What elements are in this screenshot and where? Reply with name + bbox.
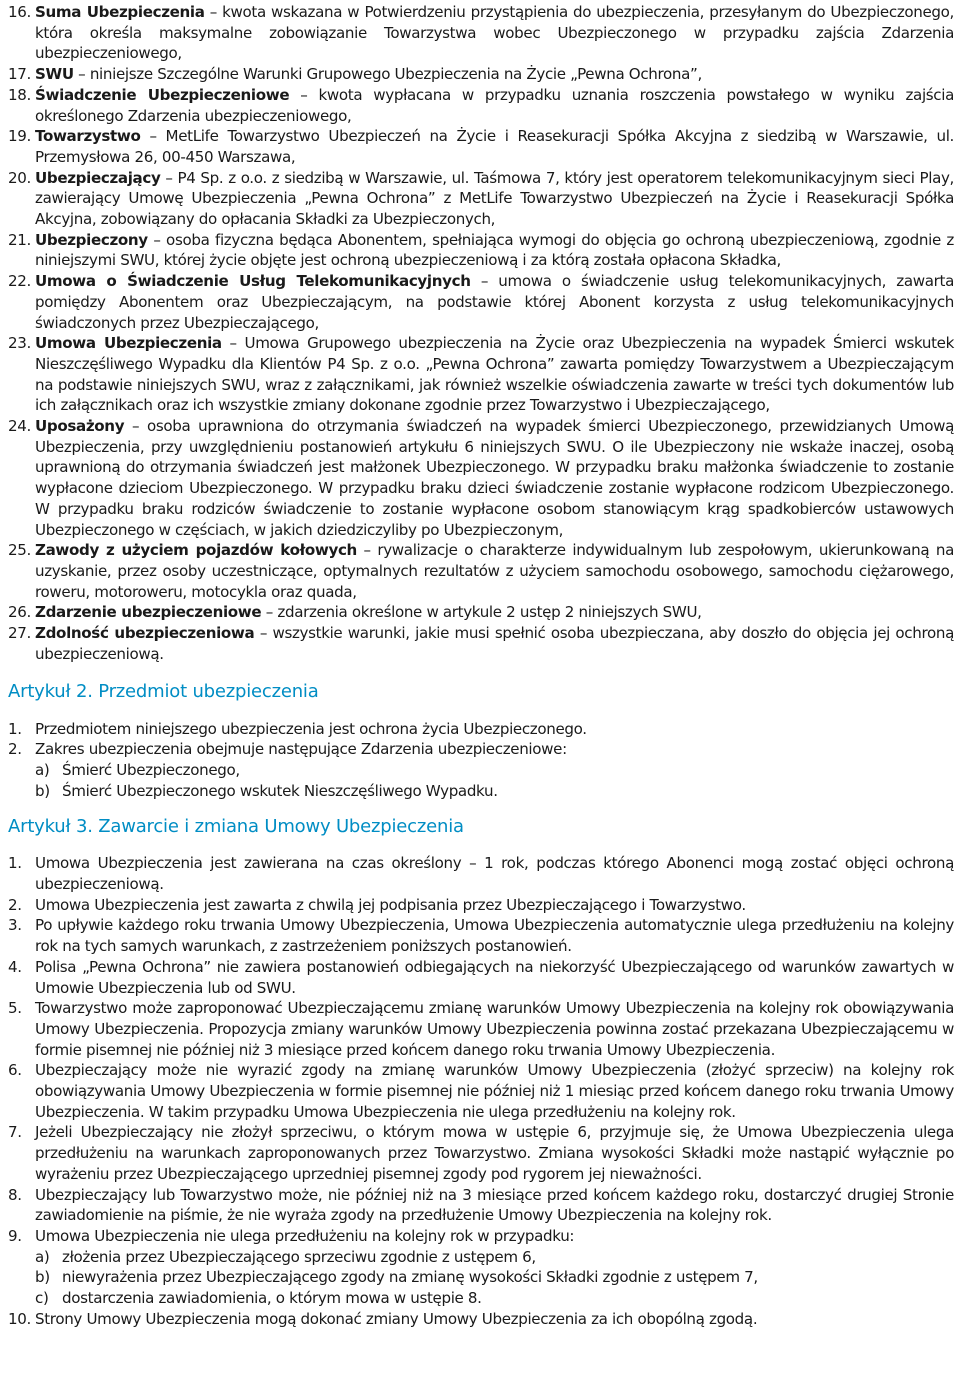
article-2-heading: Artykuł 2. Przedmiot ubezpieczenia [8, 680, 319, 702]
item-number: 4. [8, 957, 22, 976]
item-text: Strony Umowy Ubezpieczenia mogą dokonać zmiany Umowy Ubezpieczenia za ich obopólną zgodą. [35, 1309, 758, 1328]
item-number: 1. [8, 854, 22, 873]
definition-17 [8, 64, 954, 85]
article-2-subitem-b [35, 781, 954, 802]
definition-text: – kwota wypłacana w przypadku uznania roszczenia powstałego w wyniku zajścia określonego Zdarzenia ubezpieczeniowego, [35, 85, 954, 125]
item-number: 2. [8, 895, 22, 914]
item-number: 16. [8, 3, 31, 21]
subitem-letter: b) [35, 781, 50, 800]
item-number: 21. [8, 230, 31, 249]
item-number: 3. [8, 916, 22, 935]
item-text: Jeżeli Ubezpieczający nie złożył sprzeciwu, o którym mowa w ustępie 6, przyjmuje się, że Umowa Ubezpieczenia ulega przedłużeniu na warunkach zaproponowanych przez Towarzystwo. Zmiana wysokości Składki może nastąpić wyłącznie po wyrażeniu przez Ubezpieczającego uprzedniej pisemnej zgody pod rygorem jej nieważności. [35, 1123, 954, 1183]
article-3-item-6 [8, 1060, 954, 1122]
item-text: Umowa Ubezpieczenia jest zawarta z chwilą jej podpisania przez Ubezpieczającego i Towarzystwo. [35, 895, 746, 914]
article-2-item-1 [8, 719, 954, 740]
definition-term: Umowa Ubezpieczenia [35, 334, 222, 353]
definition-23 [8, 333, 954, 416]
definition-text: – umowa o świadczenie usług telekomunikacyjnych, zawarta pomiędzy Abonentem oraz Ubezpieczającym, na podstawie której Abonent korzysta z usług telekomunikacyjnych świadczonych przez Ubezpieczającego, [35, 272, 954, 332]
definition-21 [8, 230, 954, 271]
item-text: Po upływie każdego roku trwania Umowy Ubezpieczenia, Umowa Ubezpieczenia automatycznie ulega przedłużeniu na kolejny rok na tych samych warunkach, z zastrzeżeniem poniższych postanowień. [35, 916, 954, 956]
subitem-text: dostarczenia zawiadomienia, o którym mowa w ustępie 8. [62, 1289, 482, 1308]
definition-term: Umowa o Świadczenie Usług Telekomunikacyjnych [35, 272, 471, 291]
subitem-text: złożenia przez Ubezpieczającego sprzeciwu zgodnie z ustępem 6, [62, 1247, 536, 1266]
item-text: Zakres ubezpieczenia obejmuje następujące Zdarzenia ubezpieczeniowe: [35, 740, 567, 759]
article-3-item-8 [8, 1185, 954, 1226]
subitem-letter: a) [35, 1247, 50, 1266]
subitem-letter: b) [35, 1268, 50, 1287]
item-number: 10. [8, 1309, 31, 1328]
item-number: 22. [8, 272, 31, 291]
definition-27 [8, 623, 954, 664]
item-number: 24. [8, 417, 31, 436]
article-2-sublist [35, 760, 954, 801]
definition-term: Świadczenie Ubezpieczeniowe [35, 85, 290, 104]
definition-text: – rywalizacje o charakterze indywidualnym lub zespołowym, ukierunkowaną na uzyskanie, przez osoby uczestniczące, optymalnych rezultatów z użyciem samochodu osobowego, samochodu ciężarowego, roweru, motoroweru, motocykla oraz quada, [35, 541, 954, 601]
item-number: 7. [8, 1123, 22, 1142]
definition-text: – kwota wskazana w Potwierdzeniu przystąpienia do ubezpieczenia, przesyłanym do Ubezpieczonego, która określa maksymalne zobowiązanie Towarzystwa wobec Ubezpieczonego w przypadku zajścia Zdarzenia ubezpieczeniowego, [35, 3, 954, 63]
article-3-item-2 [8, 895, 954, 916]
definition-25 [8, 540, 954, 602]
definition-24 [8, 416, 954, 540]
definition-text: – osoba uprawniona do otrzymania świadczeń na wypadek śmierci Ubezpieczonego, przewidzianych Umową Ubezpieczenia, przy uwzględnieniu postanowień artykułu 6 niniejszych SWU. O ile Ubezpieczony nie wskaże inaczej, osobą uprawnioną do otrzymania świadczeń jest małżonek Ubezpieczonego. W przypadku braku małżonka świadczenie to zostanie wypłacone dzieciom Ubezpieczonego. W przypadku braku dzieci świadczenie zostanie wypłacone rodzicom Ubezpieczonego. W przypadku braku rodziców świadczenie to zostanie wypłacone osobom stanowiącym krąg spadkobierców ustawowych Ubezpieczonego w częściach, w jakich dziedziczyliby po Ubezpieczonym, [35, 417, 954, 539]
item-number: 1. [8, 719, 22, 738]
subitem-letter: a) [35, 760, 50, 779]
definition-term: Ubezpieczający [35, 168, 161, 187]
definitions-list [8, 2, 954, 665]
definition-18 [8, 85, 954, 126]
definition-26 [8, 602, 954, 623]
definition-22 [8, 271, 954, 333]
item-text: Umowa Ubezpieczenia nie ulega przedłużeniu na kolejny rok w przypadku: [35, 1226, 575, 1245]
definition-20 [8, 168, 954, 230]
definition-term: Zdarzenie ubezpieczeniowe [35, 603, 262, 622]
definition-term: Zawody z użyciem pojazdów kołowych [35, 541, 357, 560]
definition-term: Suma Ubezpieczenia [35, 3, 205, 21]
item-number: 26. [8, 603, 31, 622]
article-2-list [8, 719, 954, 802]
definition-term: Zdolność ubezpieczeniowa [35, 624, 255, 643]
item-text: Polisa „Pewna Ochrona” nie zawiera postanowień odbiegających na niekorzyść Ubezpieczającego od warunków zawartych w Umowie Ubezpieczenia lub od SWU. [35, 957, 954, 997]
item-text: Ubezpieczający lub Towarzystwo może, nie później niż na 3 miesiące przed końcem każdego roku, dostarczyć drugiej Stronie zawiadomienie na piśmie, że nie wyraża zgody na przedłużenie Umowy Ubezpieczenia na kolejny rok. [35, 1185, 954, 1225]
article-3-subitem-c [35, 1288, 954, 1309]
definition-text: – zdarzenia określone w artykule 2 ustęp 2 niniejszych SWU, [261, 603, 702, 622]
item-number: 2. [8, 740, 22, 759]
article-3-item-7 [8, 1122, 954, 1184]
item-text: Umowa Ubezpieczenia jest zawierana na czas określony – 1 rok, podczas którego Abonenci mogą zostać objęci ochroną ubezpieczeniową. [35, 854, 954, 894]
definition-text: – Umowa Grupowego ubezpieczenia na Życie oraz Ubezpieczenia na wypadek Śmierci wskutek Nieszczęśliwego Wypadku dla Klientów P4 Sp. z o.o. „Pewna Ochrona” zawarta pomiędzy Towarzystwem a Ubezpieczającym na podstawie niniejszych SWU, wraz z załącznikami, jak również wszelkie oświadczenia zawarte w treści tych dokumentów lub ich załącznikach oraz ich wszystkie zmiany dokonane zgodnie przez Towarzystwo i Ubezpieczającego, [35, 334, 954, 415]
article-3-item-9 [8, 1226, 954, 1309]
definition-text: – niniejsze Szczególne Warunki Grupowego Ubezpieczenia na Życie „Pewna Ochrona”, [73, 65, 702, 84]
item-number: 9. [8, 1226, 22, 1245]
item-text: Ubezpieczający może nie wyrazić zgody na zmianę warunków Umowy Ubezpieczenia (złożyć sprzeciw) na kolejny rok obowiązywania Umowy Ubezpieczenia w formie pisemnej nie później niż 1 miesiąc przed końcem danego roku trwania Umowy Ubezpieczenia. W takim przypadku Umowa Ubezpieczenia nie ulega przedłużeniu na kolejny rok. [35, 1061, 954, 1121]
subitem-text: Śmierć Ubezpieczonego, [62, 760, 240, 779]
item-number: 20. [8, 168, 31, 187]
item-number: 25. [8, 541, 31, 560]
article-3-heading: Artykuł 3. Zawarcie i zmiana Umowy Ubezpieczenia [8, 816, 464, 838]
definition-text: – P4 Sp. z o.o. z siedzibą w Warszawie, ul. Taśmowa 7, który jest operatorem telekomunikacyjnym sieci Play, zawierający Umowę Ubezpieczenia „Pewna Ochrona” z MetLife Towarzystwo Ubezpieczeń na Życie i Reasekuracji Spółka Akcyjna, zobowiązany do opłacania Składki za Ubezpieczonych, [35, 168, 954, 229]
item-text: Przedmiotem niniejszego ubezpieczenia jest ochrona życia Ubezpieczonego. [35, 719, 587, 738]
item-number: 17. [8, 65, 31, 84]
definition-term: SWU [35, 65, 74, 84]
item-number: 23. [8, 334, 31, 353]
article-3-item-5 [8, 998, 954, 1060]
article-3-item-1 [8, 853, 954, 894]
item-number: 6. [8, 1061, 22, 1080]
article-3-subitem-a [35, 1247, 954, 1268]
article-3-item-4 [8, 957, 954, 998]
article-2-item-2 [8, 739, 954, 801]
definition-text: – wszystkie warunki, jakie musi spełnić osoba ubezpieczana, aby doszło do objęcia jej ochroną ubezpieczeniową. [35, 624, 954, 663]
article-3-item-10 [8, 1309, 954, 1330]
article-3-list [8, 853, 954, 1329]
definition-term: Ubezpieczony [35, 230, 148, 249]
definition-19 [8, 126, 954, 167]
article-3-sublist [35, 1247, 954, 1309]
definition-term: Uposażony [35, 417, 125, 436]
article-2-subitem-a [35, 760, 954, 781]
definition-term: Towarzystwo [35, 127, 141, 146]
subitem-text: Śmierć Ubezpieczonego wskutek Nieszczęśliwego Wypadku. [62, 781, 498, 800]
subitem-letter: c) [35, 1289, 49, 1308]
item-text: Towarzystwo może zaproponować Ubezpieczającemu zmianę warunków Umowy Ubezpieczenia na kolejny rok obowiązywania Umowy Ubezpieczenia. Propozycja zmiany warunków Umowy Ubezpieczenia powinna zostać przekazana Ubezpieczającemu w formie pisemnej nie później niż 3 miesiące przed końcem danego roku trwania Umowy Ubezpieczenia. [35, 999, 954, 1059]
subitem-text: niewyrażenia przez Ubezpieczającego zgody na zmianę wysokości Składki zgodnie z ustępem 7, [62, 1268, 758, 1287]
article-3-item-3 [8, 915, 954, 956]
definition-text: – osoba fizyczna będąca Abonentem, spełniająca wymogi do objęcia go ochroną ubezpieczeniową, zgodnie z niniejszymi SWU, której życie objęte jest ochroną ubezpieczeniową i za którą została opłacona Składka, [35, 230, 954, 270]
item-number: 18. [8, 85, 31, 104]
definition-text: – MetLife Towarzystwo Ubezpieczeń na Życie i Reasekuracji Spółka Akcyjna z siedzibą w Warszawie, ul. Przemysłowa 26, 00-450 Warszawa, [35, 127, 954, 166]
item-number: 5. [8, 999, 22, 1018]
item-number: 8. [8, 1185, 22, 1204]
definition-16 [8, 2, 954, 64]
article-3-subitem-b [35, 1267, 954, 1288]
item-number: 27. [8, 624, 31, 643]
item-number: 19. [8, 127, 31, 146]
